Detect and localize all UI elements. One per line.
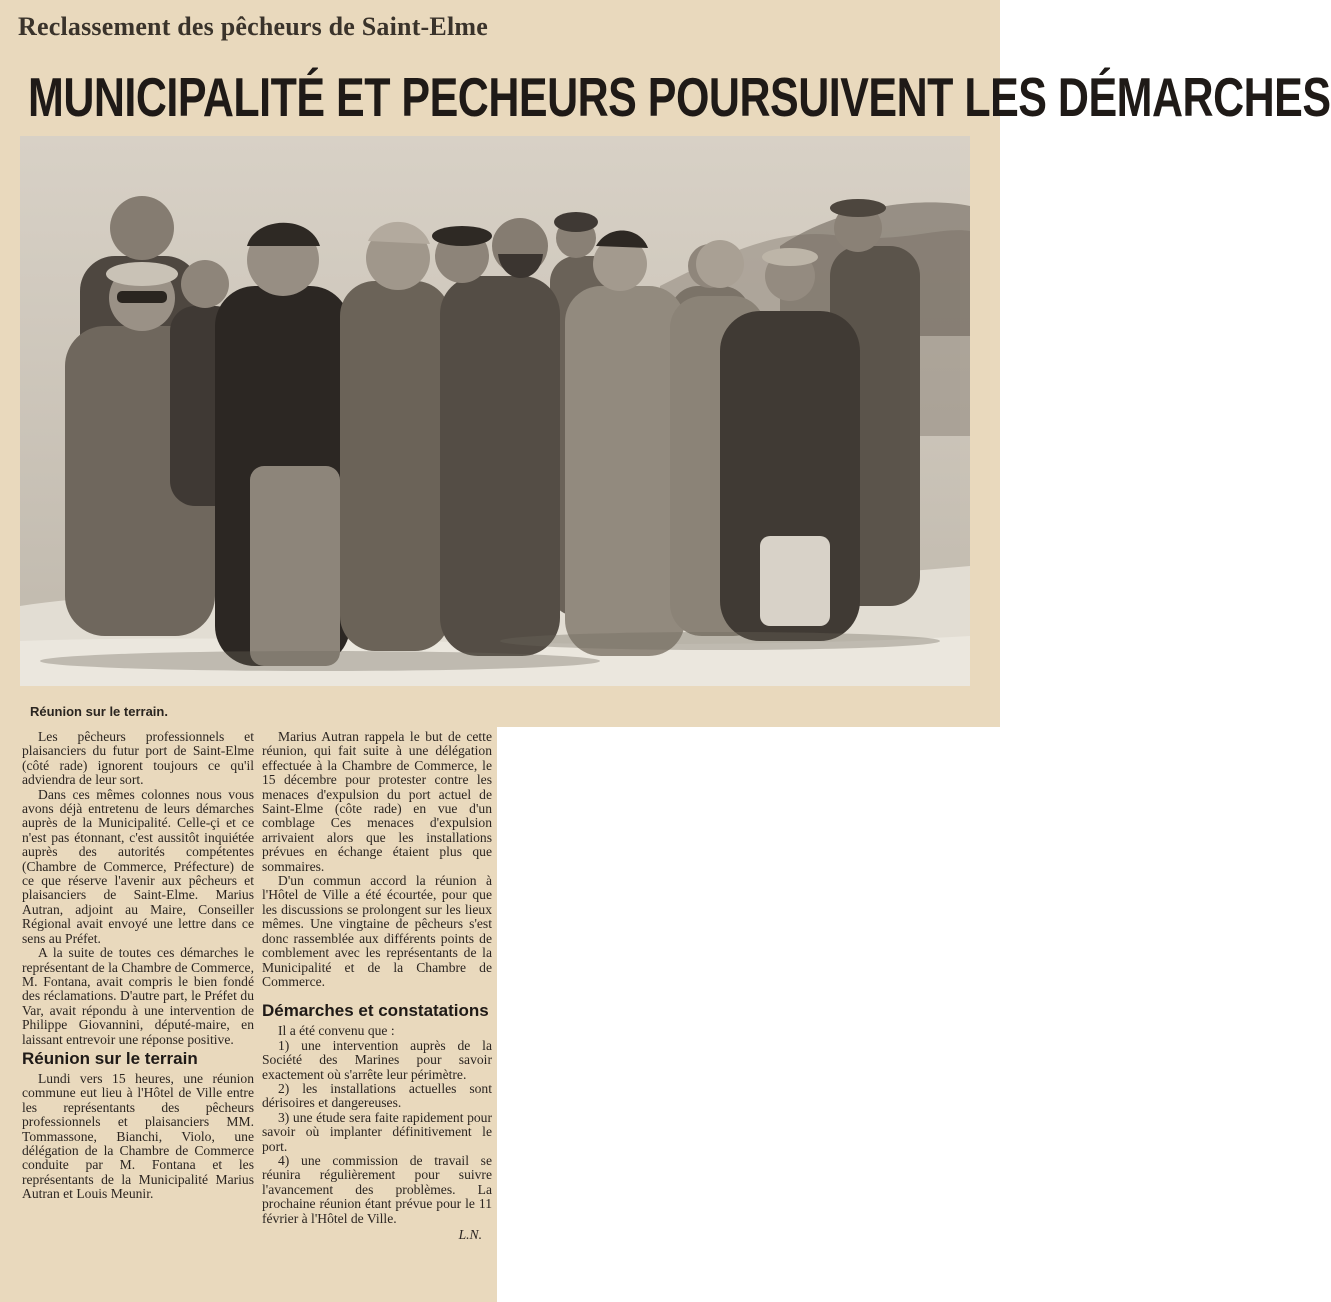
kicker-headline: Reclassement des pêcheurs de Saint-Elme: [18, 12, 488, 41]
photo-caption: Réunion sur le terrain.: [30, 704, 168, 719]
subheading: Démarches et constatations: [262, 1001, 489, 1021]
paragraph: Il a été convenu que :: [278, 1023, 395, 1039]
blank-area: [497, 727, 1000, 1302]
paragraph: Lundi vers 15 heures, une réunion commune eut lieu à l'Hôtel de Ville entre les représentants des pêcheurs professionnels et plaisanciers MM. Tommassone, Bianchi, Violo, une délégation de la Chambre de Commerce conduite par M. Fontana et les représentants de la Municipalité Marius Autran et Louis Meunir.: [22, 1070, 254, 1202]
list-item: 1) une intervention auprès de la Société des Marines pour savoir exactement où s'arrête leur périmètre.: [262, 1037, 492, 1082]
subheading: Réunion sur le terrain: [22, 1048, 198, 1068]
paragraph: Marius Autran rappela le but de cette réunion, qui fait suite à une délégation effectuée à la Chambre de Commerce, le 15 décembre pour protester contre les menaces d'expulsion du port actuel de Saint-Elme (côte rade) en vue d'un comblage Ces menaces d'expulsion arrivaient alors que les installations prévues en échange étaient plus que sommaires.: [262, 729, 492, 874]
main-headline: MUNICIPALITÉ ET PECHEURS POURSUIVENT LES DÉMARCHES: [28, 67, 1331, 129]
paragraph: Dans ces mêmes colonnes nous vous avons déjà entretenu de leurs démarches auprès de la Municipalité. Celle-çi et ce n'est pas étonnant, c'est aussitôt inquiétée auprès des autorités compétentes (Chambre de Commerce, Préfecture) de ce que réserve l'avenir aux pêcheurs et plaisanciers de Saint-Elme. Marius Autran, adjoint au Maire, Conseiller Régional avait envoyé une lettre dans ce sens au Préfet.: [22, 786, 254, 946]
group-photo: [20, 136, 970, 686]
list-item: 4) une commission de travail se réunira régulièrement pour suivre l'avancement des problèmes. La prochaine réunion étant prévue pour le 11 février à l'Hôtel de Ville.: [262, 1152, 492, 1226]
paragraph: D'un commun accord la réunion à l'Hôtel de Ville a été écourtée, pour que les discussions se prolongent sur les lieux mêmes. Une vingtaine de pêcheurs s'est donc rassemblée aux différents points de comblement avec les représentants de la Municipalité et de la Chambre de Commerce.: [262, 873, 492, 989]
group-photo-illustration: [20, 136, 970, 686]
paragraph: Les pêcheurs professionnels et plaisanciers du futur port de Saint-Elme (côté rade) ignorent toujours ce qu'il adviendra de leur sort.: [22, 729, 254, 788]
author-signature: L.N.: [458, 1227, 482, 1242]
list-item: 2) les installations actuelles sont dérisoires et dangereuses.: [262, 1080, 492, 1111]
article-column-1: [22, 730, 254, 1202]
article-column-2: [262, 730, 492, 1242]
paragraph: A la suite de toutes ces démarches le représentant de la Chambre de Commerce, M. Fontana, avait compris le bien fondé des réclamations. D'autre part, le Préfet du Var, avait répondu à une intervention de Philippe Giovannini, député-maire, en laissant entrevoir une réponse positive.: [22, 945, 254, 1047]
list-item: 3) une étude sera faite rapidement pour savoir où implanter définitivement le port.: [262, 1109, 492, 1154]
